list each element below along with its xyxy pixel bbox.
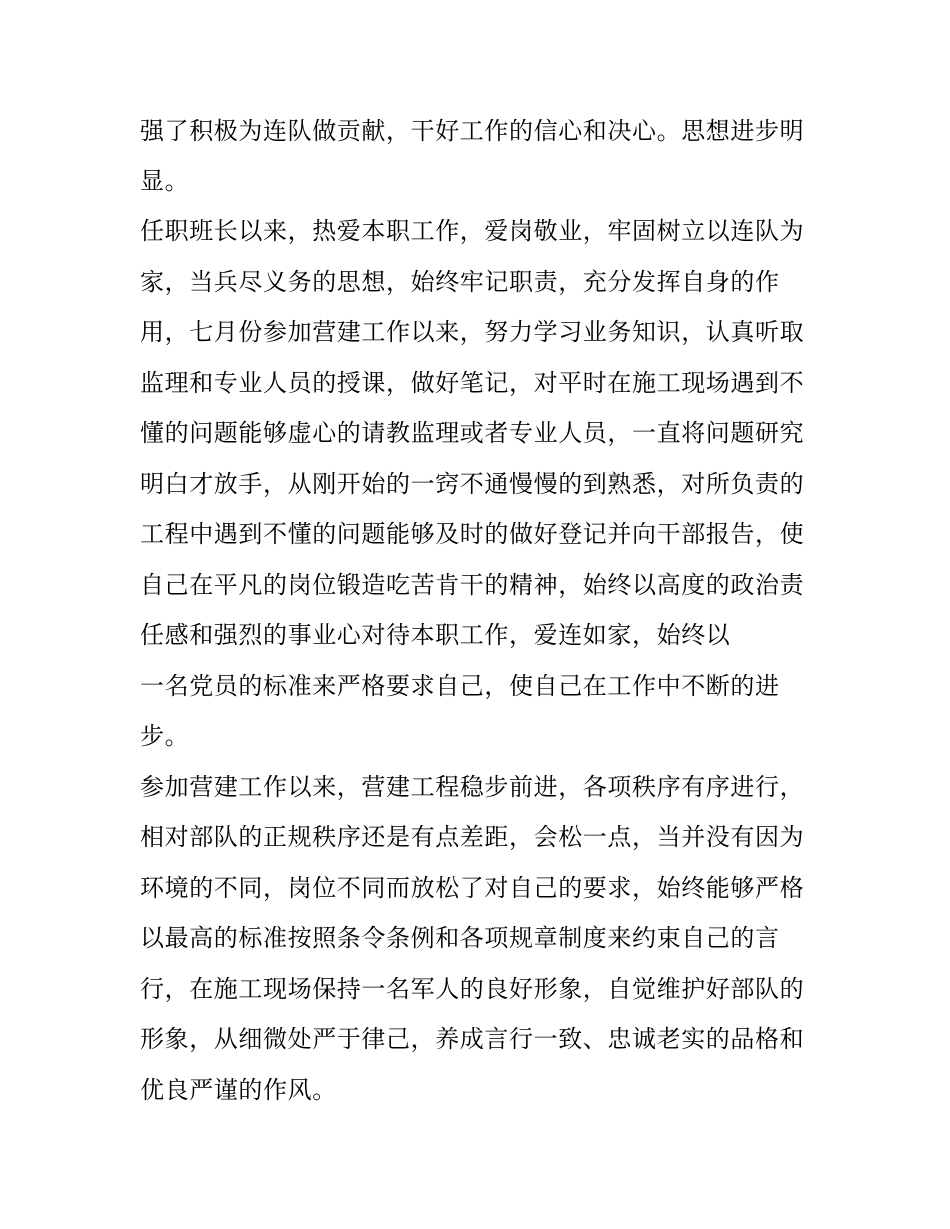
text-line: 明白才放手，从刚开始的一窍不通慢慢的到熟悉，对所负责的 (140, 470, 805, 498)
text-line: 优良严谨的作风。 (140, 1076, 337, 1104)
text-line: 任感和强烈的事业心对待本职工作，爱连如家，始终以 (140, 621, 731, 649)
text-line: 形象，从细微处严于律己，养成言行一致、忠诚老实的品格和 (140, 1025, 805, 1053)
text-line: 强了积极为连队做贡献，干好工作的信心和决心。思想进步明 (140, 117, 805, 145)
text-line: 家，当兵尽义务的思想，始终牢记职责，充分发挥自身的作 (140, 268, 780, 296)
text-line: 一名党员的标准来严格要求自己，使自己在工作中不断的进 (140, 672, 780, 700)
text-line: 步。 (140, 722, 190, 750)
text-line: 懂的问题能够虚心的请教监理或者专业人员，一直将问题研究 (140, 419, 805, 447)
text-line: 相对部队的正规秩序还是有点差距，会松一点，当并没有因为 (140, 823, 805, 851)
text-line: 自己在平凡的岗位锻造吃苦肯干的精神，始终以高度的政治责 (140, 571, 805, 599)
text-line: 用，七月份参加营建工作以来，努力学习业务知识，认真听取 (140, 318, 805, 346)
text-line: 参加营建工作以来，营建工程稳步前进，各项秩序有序进行， (140, 773, 805, 801)
text-line: 工程中遇到不懂的问题能够及时的做好登记并向干部报告，使 (140, 520, 805, 548)
text-line: 显。 (140, 167, 190, 195)
text-line: 环境的不同，岗位不同而放松了对自己的要求，始终能够严格 (140, 874, 805, 902)
text-line: 任职班长以来，热爱本职工作，爱岗敬业，牢固树立以连队为 (140, 217, 805, 245)
text-line: 监理和专业人员的授课，做好笔记，对平时在施工现场遇到不 (140, 369, 805, 397)
text-line: 行，在施工现场保持一名军人的良好形象，自觉维护好部队的 (140, 975, 805, 1003)
text-line: 以最高的标准按照条令条例和各项规章制度来约束自己的言 (140, 924, 780, 952)
